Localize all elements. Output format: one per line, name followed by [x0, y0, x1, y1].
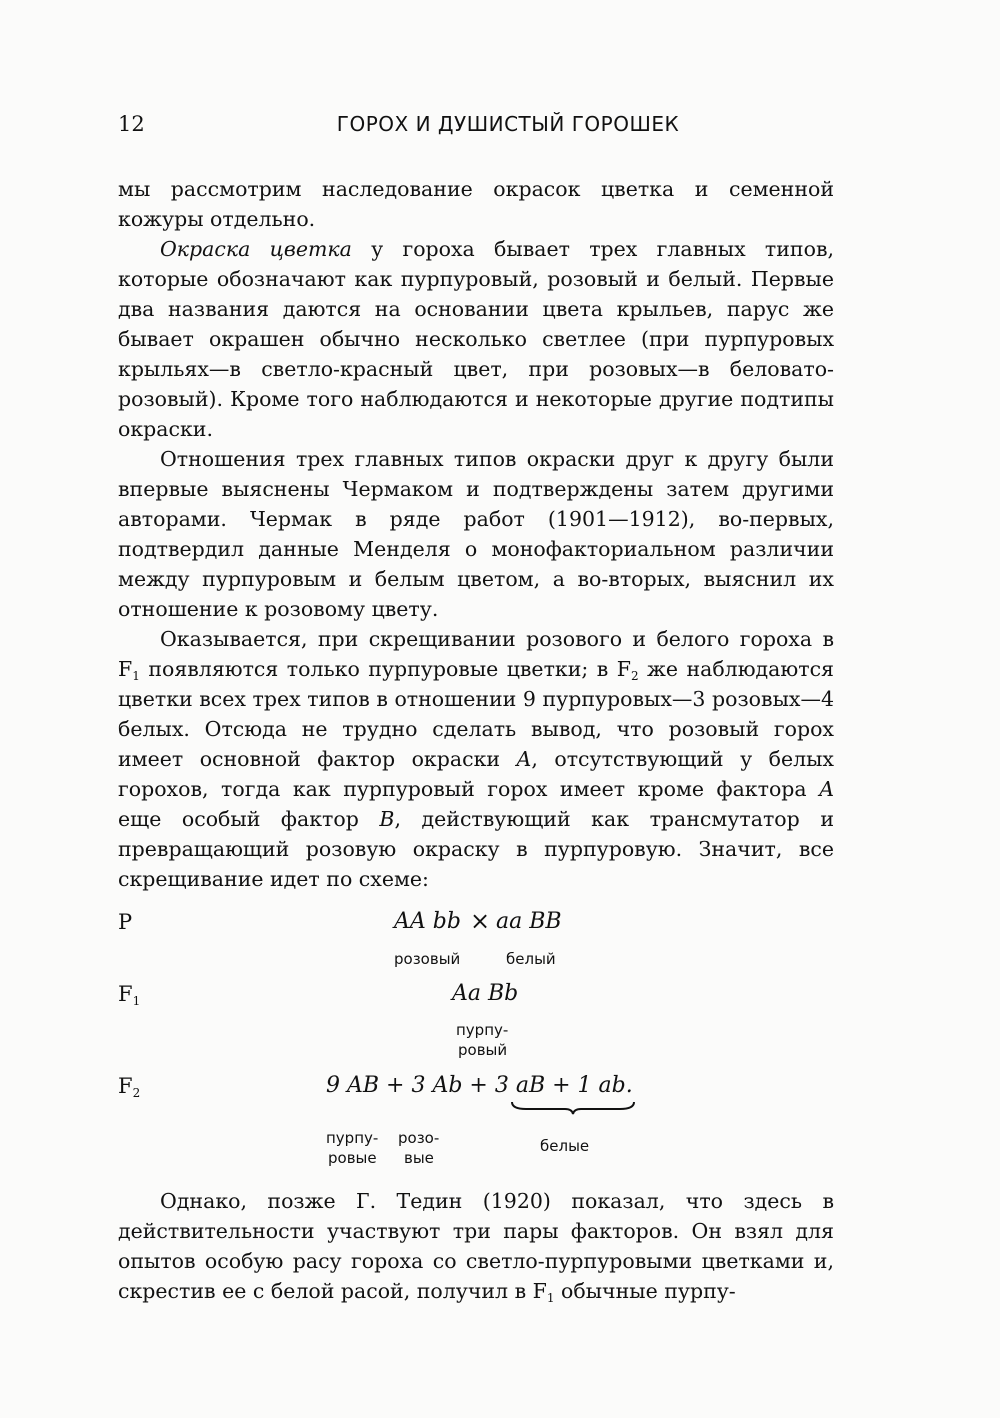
p-right-formula: aa BB	[496, 909, 562, 934]
f1-label-line2: ровый	[458, 1041, 508, 1059]
f1-formula: Aa Bb	[452, 981, 519, 1006]
text-run: Оказывается, при скрещивании розового и белого гороха в F	[118, 627, 834, 681]
paragraph-text: мы рассмотрим наследование окрасок цветка и семенной кожуры отдельно.	[118, 177, 834, 231]
paragraph-1	[118, 174, 834, 234]
generation-f1-label	[118, 982, 140, 1006]
text-run: появляются только пурпуровые цветки; в F	[139, 657, 631, 681]
running-title: ГОРОХ И ДУШИСТЫЙ ГОРОШЕК	[336, 112, 680, 136]
f2-formula: 9 AB + 3 Ab + 3 aB + 1 ab.	[326, 1073, 633, 1098]
text-run: обычные пурпу-	[554, 1279, 736, 1303]
underbrace-icon	[510, 1100, 636, 1116]
paragraph-2	[118, 234, 834, 444]
f1-label-line1: пурпу-	[456, 1021, 509, 1039]
text-run: , действующий как трансмутатор и превращающий розовую окраску в пурпуровую. Значит, все скрещивание идет по схеме:	[118, 807, 834, 891]
subscript: 1	[132, 994, 141, 1008]
subscript: 2	[132, 1086, 141, 1100]
paragraph-text: Отношения трех главных типов окраски друг к другу были впервые выяснены Чермаком и подтверждены затем другими авторами. Чермак в ряде работ (1901—1912), во-первых, подтвердил данные Менделя о монофакториальном различии между пурпуровым и белым цветом, а во-вторых, выяснил их отношение к розовому цвету.	[118, 447, 834, 621]
page-header	[118, 112, 838, 142]
factor-symbol: B	[379, 807, 395, 831]
paragraph-4	[118, 624, 834, 894]
text-run: же наблюдаются цветки всех трех типов в отношении 9 пурпуровых—3 розовых—4 белых. Отсюда не трудно сделать вывод, что розовый горох имеет основной фактор окраски	[118, 657, 834, 771]
p-right-label: белый	[506, 950, 556, 968]
factor-symbol: A	[516, 747, 532, 771]
paragraph-5	[118, 1186, 834, 1306]
f1-letter: F	[118, 982, 133, 1006]
paragraph-3	[118, 444, 834, 624]
p-left-label: розовый	[394, 950, 461, 968]
f2-label-pink-1: розо-	[398, 1129, 440, 1147]
subscript: 1	[132, 669, 140, 683]
f2-label-white: белые	[540, 1137, 590, 1155]
generation-p-label: P	[118, 910, 133, 934]
cross-sign: ×	[470, 907, 491, 935]
f2-label-pink-2: вые	[404, 1149, 434, 1167]
f2-letter: F	[118, 1074, 133, 1098]
subscript: 2	[630, 669, 639, 683]
text-run: , отсутствующий у белых горохов, тогда как пурпуровый горох имеет кроме фактора	[118, 747, 834, 801]
f2-label-purple-1: пурпу-	[326, 1129, 379, 1147]
italic-term: Окраска цветка	[160, 237, 352, 261]
text-run: еще особый фактор	[118, 807, 380, 831]
subscript: 1	[546, 1291, 555, 1305]
paragraph-text: у гороха бывает трех главных типов, которые обозначают как пурпуровый, розовый и белый. Первые два названия даются на основании цвета крыльев, парус же бывает окрашен обычно несколько светлее (при пурпуровых крыльях—в светло-красный цвет, при розовых—в беловато-розовый). Кроме того наблюдаются и некоторые другие подтипы окраски.	[118, 237, 834, 441]
f2-label-purple-2: ровые	[328, 1149, 377, 1167]
p-left-formula: AA bb	[394, 909, 461, 934]
text-run: Однако, позже Г. Тедин (1920) показал, что здесь в действительности участвуют три пары факторов. Он взял для опытов особую расу гороха со светло-пурпуровыми цветками и, скрестив ее с белой расой, получил в F	[118, 1189, 834, 1303]
page-number: 12	[118, 112, 145, 136]
generation-f2-label	[118, 1074, 140, 1098]
factor-symbol: A	[819, 777, 834, 801]
